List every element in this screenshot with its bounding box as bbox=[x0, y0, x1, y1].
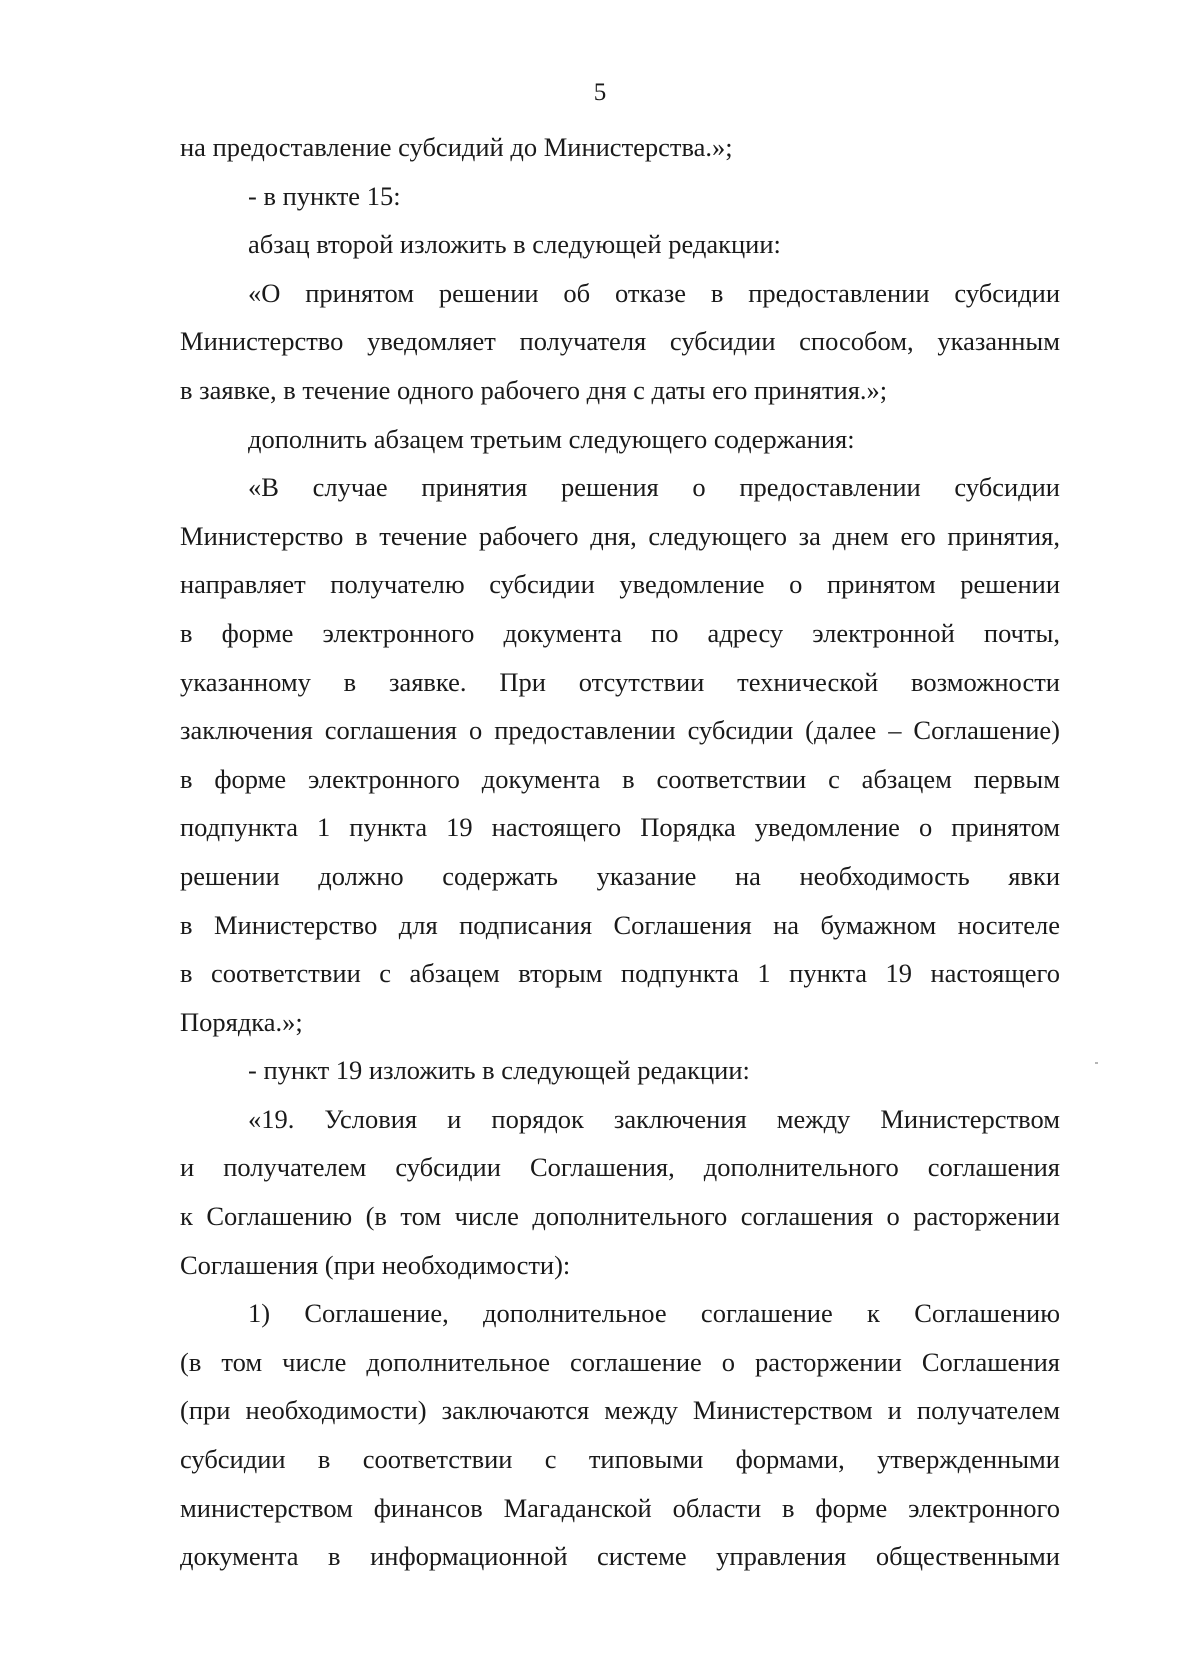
text-line: субсидии в соответствии с типовыми формами, утвержденными bbox=[180, 1444, 1060, 1475]
text-line: (при необходимости) заключаются между Министерством и получателем bbox=[180, 1395, 1060, 1426]
text-line: направляет получателю субсидии уведомление о принятом решении bbox=[180, 569, 1060, 600]
text-line: Соглашения (при необходимости): bbox=[180, 1249, 571, 1280]
text-line: 1) Соглашение, дополнительное соглашение к Соглашению bbox=[248, 1298, 1060, 1329]
text-line: Порядка.»; bbox=[180, 1006, 303, 1037]
text-line: в форме электронного документа по адресу электронной почты, bbox=[180, 617, 1060, 648]
text-line: дополнить абзацем третьим следующего содержания: bbox=[248, 423, 855, 454]
text-line: подпункта 1 пункта 19 настоящего Порядка уведомление о принятом bbox=[180, 812, 1060, 843]
text-line: «О принятом решении об отказе в предоставлении субсидии bbox=[248, 277, 1060, 308]
text-line: в соответствии с абзацем вторым подпункта 1 пункта 19 настоящего bbox=[180, 958, 1060, 989]
text-line: - в пункте 15: bbox=[248, 180, 401, 211]
text-line: в форме электронного документа в соответствии с абзацем первым bbox=[180, 763, 1060, 794]
text-line: и получателем субсидии Соглашения, дополнительного соглашения bbox=[180, 1152, 1060, 1183]
text-line: в заявке, в течение одного рабочего дня с даты его принятия.»; bbox=[180, 374, 888, 405]
text-line: в Министерство для подписания Соглашения на бумажном носителе bbox=[180, 909, 1060, 940]
text-line: абзац второй изложить в следующей редакции: bbox=[248, 229, 781, 260]
text-line: «В случае принятия решения о предоставлении субсидии bbox=[248, 472, 1060, 503]
text-line: министерством финансов Магаданской области в форме электронного bbox=[180, 1492, 1060, 1523]
text-line: - пункт 19 изложить в следующей редакции: bbox=[248, 1055, 750, 1086]
document-body bbox=[180, 123, 1060, 1581]
text-line: указанному в заявке. При отсутствии технической возможности bbox=[180, 666, 1060, 697]
text-line: «19. Условия и порядок заключения между Министерством bbox=[248, 1103, 1060, 1134]
scan-artifact bbox=[1095, 1062, 1098, 1064]
text-line: на предоставление субсидий до Министерства.»; bbox=[180, 132, 733, 162]
text-line: документа в информационной системе управления общественными bbox=[180, 1541, 1060, 1572]
text-line: Министерство уведомляет получателя субсидии способом, указанным bbox=[180, 326, 1060, 357]
text-line: (в том числе дополнительное соглашение о расторжении Соглашения bbox=[180, 1346, 1060, 1377]
text-line: решении должно содержать указание на необходимость явки bbox=[180, 860, 1060, 891]
text-line: Министерство в течение рабочего дня, следующего за днем его принятия, bbox=[180, 520, 1060, 551]
text-line: заключения соглашения о предоставлении субсидии (далее – Соглашение) bbox=[180, 715, 1060, 746]
text-line: к Соглашению (в том числе дополнительного соглашения о расторжении bbox=[180, 1201, 1060, 1232]
page-number: 5 bbox=[593, 79, 607, 106]
